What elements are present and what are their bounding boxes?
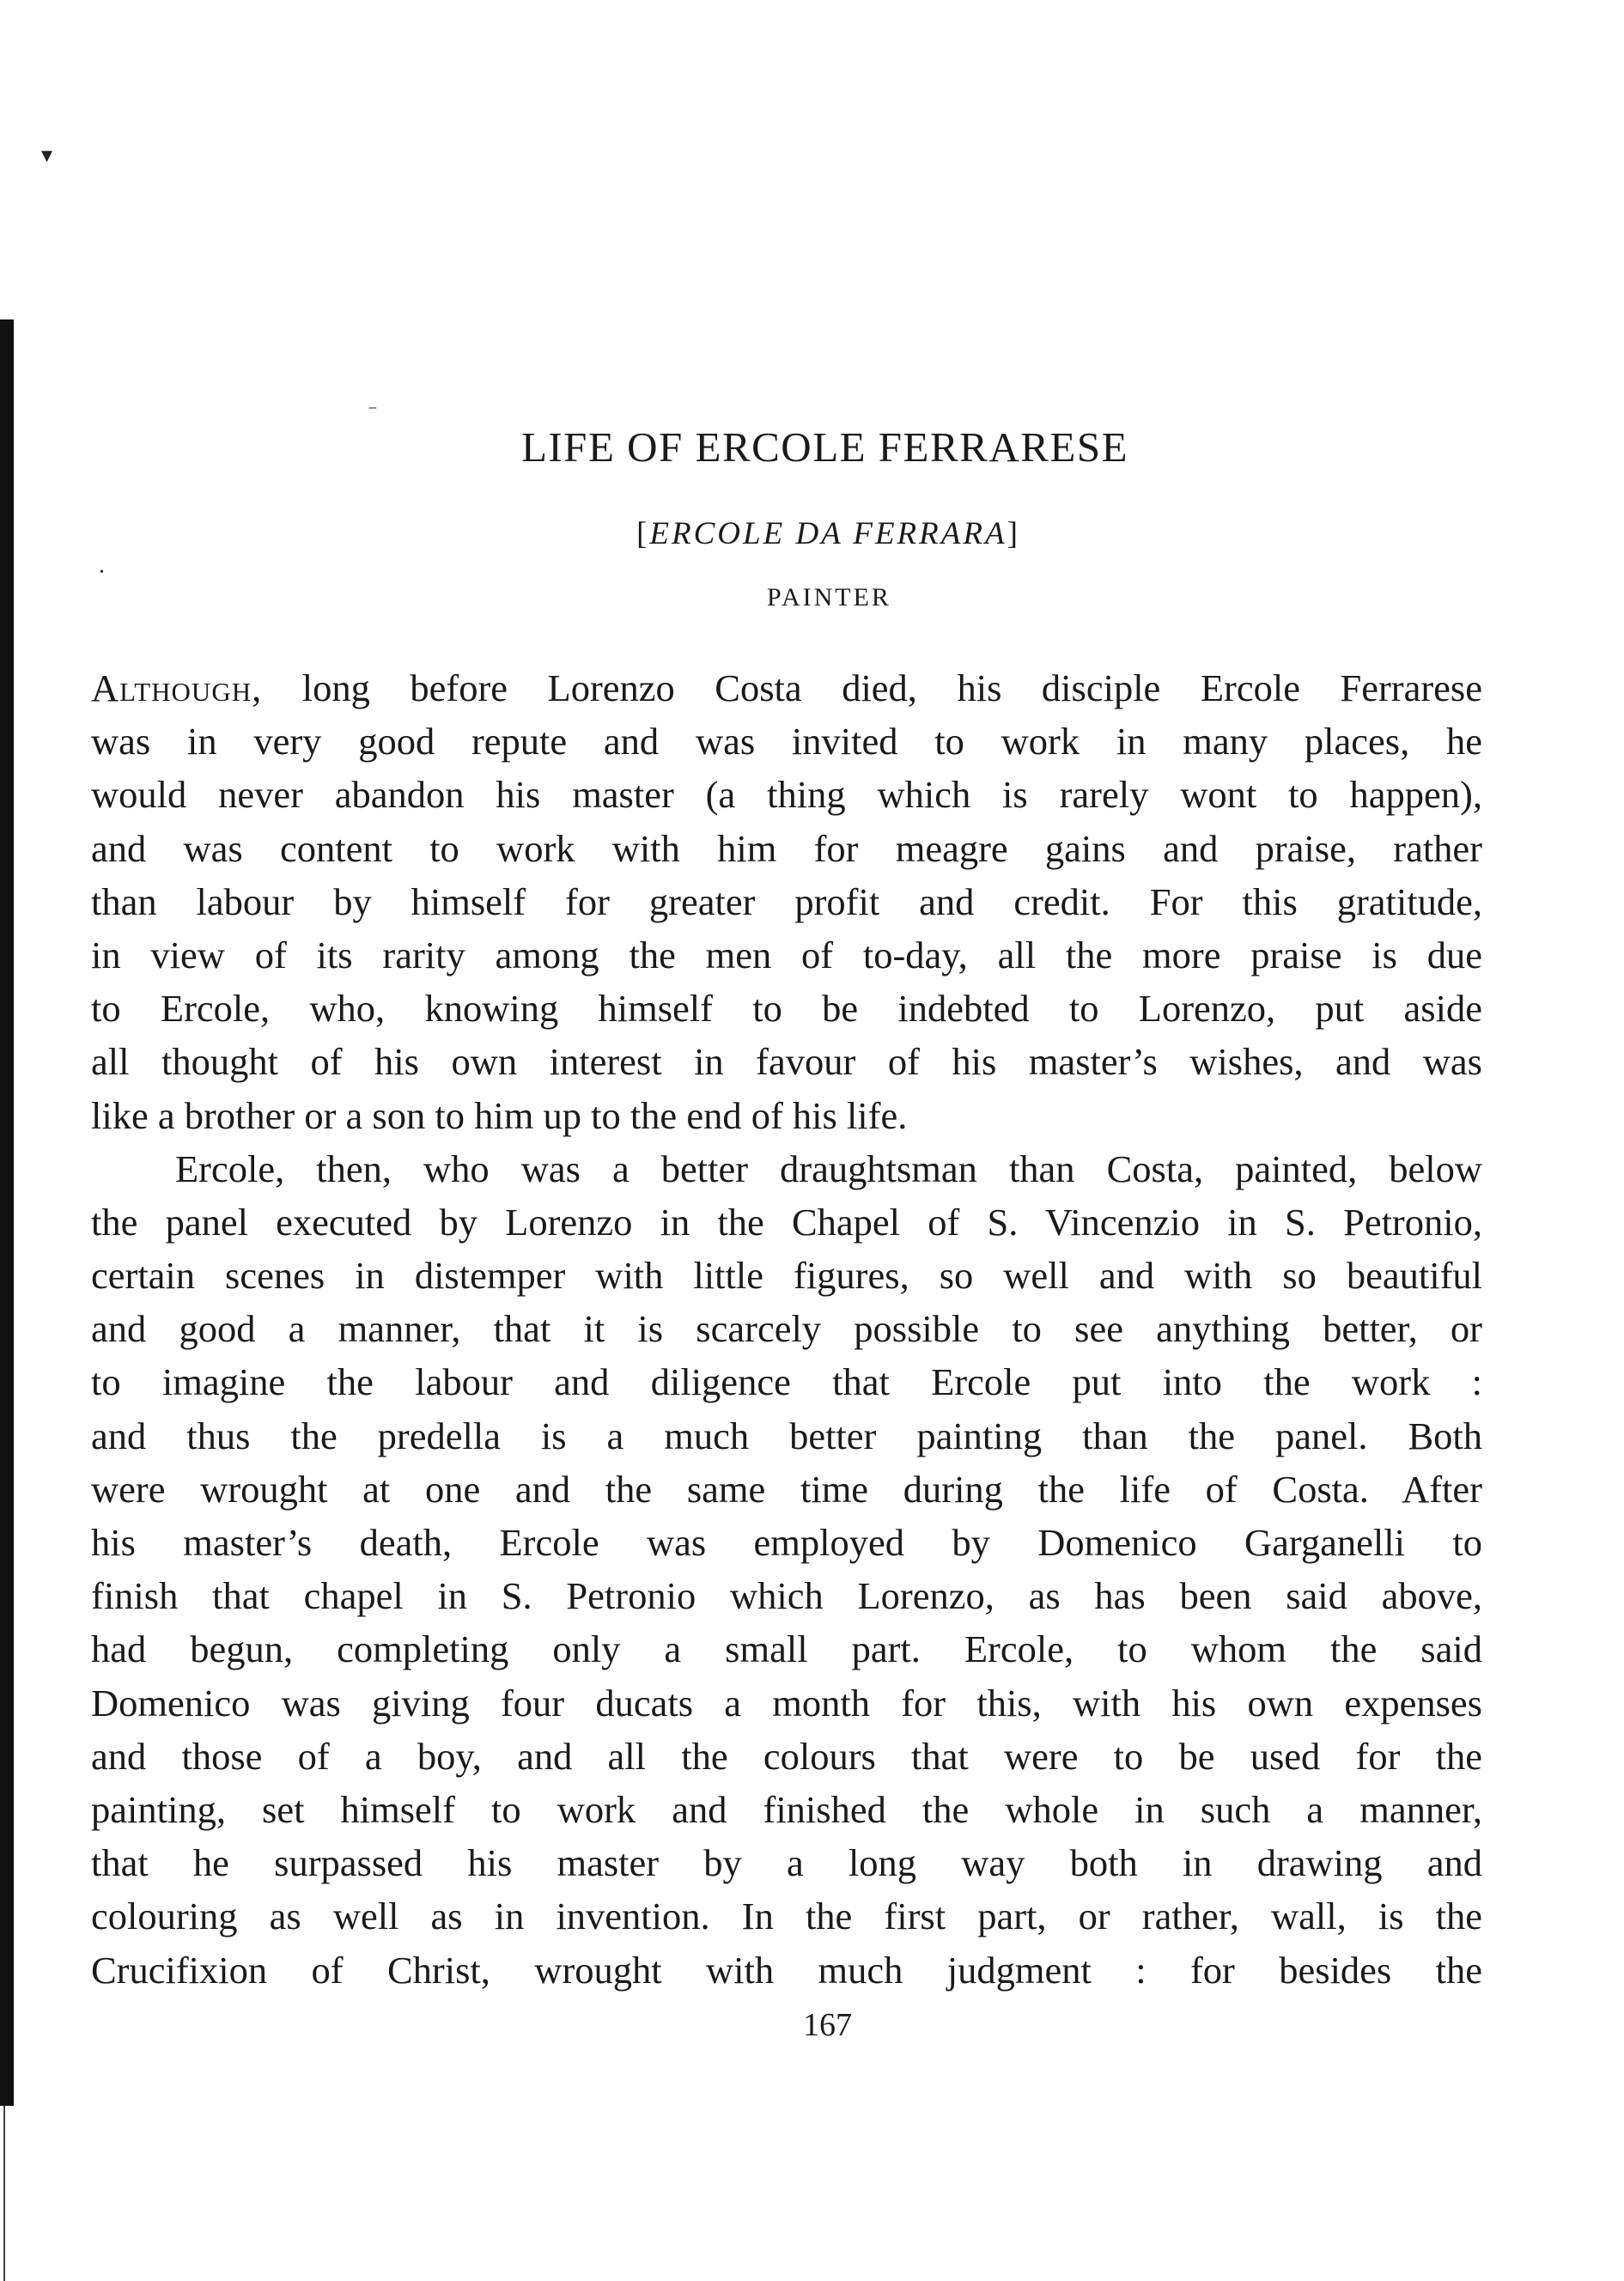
opening-word: Although,: [91, 666, 263, 709]
paragraph-1-line: like a brother or a son to him up to the end of his life.: [91, 1093, 908, 1137]
paragraph-1-line: in view of its rarity among the men of to-day, all the more praise is due: [91, 933, 1482, 976]
paragraph-2-line: to imagine the labour and diligence that Ercole put into the work :: [91, 1360, 1482, 1404]
paragraph-1-line: would never abandon his master (a thing which is rarely wont to happen),: [91, 773, 1482, 817]
paragraph-2-line: and those of a boy, and all the colours that were to be used for the: [91, 1734, 1482, 1778]
paragraph-2-line: painting, set himself to work and finished the whole in such a manner,: [91, 1787, 1482, 1831]
paragraph-1-line: and was content to work with him for meagre gains and praise, rather: [91, 826, 1482, 870]
paragraph-2-line: finish that chapel in S. Petronio which Lorenzo, as has been said above,: [91, 1574, 1482, 1618]
paragraph-1-line: all thought of his own interest in favour of his master’s wishes, and was: [91, 1040, 1482, 1084]
body-text: [91, 661, 1482, 1997]
paragraph-2-line: and good a manner, that it is scarcely possible to see anything better, or: [91, 1307, 1482, 1351]
paragraph-2-line: were wrought at one and the same time during the life of Costa. After: [91, 1467, 1482, 1511]
paragraph-1-line: was in very good repute and was invited to work in many places, he: [91, 720, 1482, 763]
page-number: 167: [803, 2007, 852, 2043]
paragraph-2-line: Crucifixion of Christ, wrought with much judgment : for besides the: [91, 1948, 1482, 1992]
paragraph-2-line: certain scenes in distemper with little figures, so well and with so beautiful: [91, 1254, 1482, 1298]
chapter-title: LIFE OF ERCOLE FERRARESE: [520, 423, 1129, 471]
paragraph-2-line: and thus the predella is a much better painting than the panel. Both: [91, 1414, 1482, 1457]
paragraph-1-line: [91, 661, 1482, 715]
chapter-occupation: PAINTER: [767, 583, 891, 611]
subtitle-open-bracket: [: [636, 516, 650, 551]
paragraph-1-line: than labour by himself for greater profit and credit. For this gratitude,: [91, 879, 1482, 923]
paragraph-2-line: the panel executed by Lorenzo in the Chapel of S. Vincenzio in S. Petronio,: [91, 1200, 1482, 1244]
paragraph-2-line: colouring as well as in invention. In the first part, or rather, wall, is the: [91, 1895, 1482, 1938]
paragraph-2-line: that he surpassed his master by a long way both in drawing and: [91, 1841, 1482, 1885]
subtitle-close-bracket: ]: [1007, 516, 1020, 551]
scan-speck-mark: ⁻: [368, 400, 378, 422]
paragraph-2-line: Domenico was giving four ducats a month for this, with his own expenses: [91, 1681, 1482, 1724]
scan-edge-line: [3, 2106, 5, 2281]
chapter-subtitle: [0, 515, 1624, 553]
paragraph-2-line: his master’s death, Ercole was employed by Domenico Garganelli to: [91, 1521, 1482, 1564]
scan-speck-mark: ▾: [41, 143, 53, 167]
paragraph-2-line: Ercole, then, who was a better draughtsman than Costa, painted, below: [175, 1147, 1482, 1190]
scan-speck-dot: •: [100, 566, 104, 579]
subtitle-italic-name: ERCOLE DA FERRARA: [649, 516, 1007, 551]
paragraph-2-line: had begun, completing only a small part. Ercole, to whom the said: [91, 1627, 1482, 1671]
paragraph-1-line: to Ercole, who, knowing himself to be indebted to Lorenzo, put aside: [91, 987, 1482, 1031]
paragraph-1-line-text: long before Lorenzo Costa died, his disciple Ercole Ferrarese: [262, 666, 1482, 709]
